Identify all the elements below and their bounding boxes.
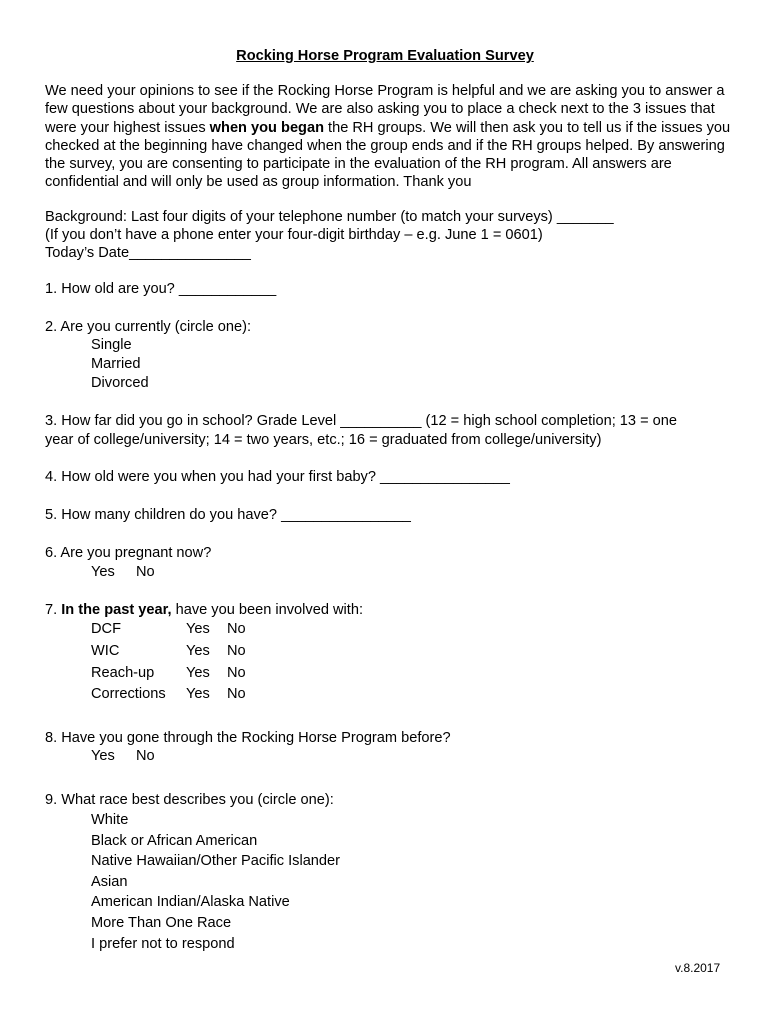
q7-row-yes: Yes <box>186 643 210 659</box>
background-phone-line: Background: Last four digits of your telephone number (to match your surveys) _______ <box>45 209 614 225</box>
q9-option: I prefer not to respond <box>91 936 235 952</box>
q6-no: No <box>136 564 155 580</box>
todays-date-line: Today’s Date_______________ <box>45 245 251 261</box>
q7-row-yes: Yes <box>186 665 210 681</box>
question-4: 4. How old were you when you had your first baby? ________________ <box>45 469 510 485</box>
question-3-line1: 3. How far did you go in school? Grade Level __________ (12 = high school completion; 13 = one <box>45 413 678 429</box>
q7-suffix: have you been involved with: <box>171 602 364 618</box>
q9-option: Black or African American <box>91 833 258 849</box>
q7-row-yes: Yes <box>186 621 210 637</box>
question-3-line2: year of college/university; 14 = two years, etc.; 16 = graduated from college/university) <box>45 432 602 448</box>
question-9: 9. What race best describes you (circle one): <box>45 792 334 808</box>
q7-row-no: No <box>227 686 246 702</box>
q8-yes: Yes <box>91 748 115 764</box>
q7-row-no: No <box>227 665 246 681</box>
q9-option: More Than One Race <box>91 915 232 931</box>
version-label: v.8.2017 <box>675 961 721 975</box>
q9-option: American Indian/Alaska Native <box>91 894 290 910</box>
q2-option-single: Single <box>91 337 132 353</box>
q9-option: White <box>91 812 129 828</box>
question-2: 2. Are you currently (circle one): <box>45 319 252 335</box>
question-1: 1. How old are you? ____________ <box>45 281 277 297</box>
q7-row-yes: Yes <box>186 686 210 702</box>
q7-prefix: 7. <box>45 602 62 618</box>
intro-text-end: the RH groups. We will then ask you to tell us if the issues you checked at the beginning have changed when the group ends and if the RH groups helped. By answering the survey, you are consenting to participate in the evaluation of the RH program. All answers are confidential and will only be used as group information. Thank you <box>45 119 731 191</box>
q2-option-divorced: Divorced <box>91 375 149 391</box>
q7-row-label: Corrections <box>91 686 166 702</box>
q7-row-no: No <box>227 621 246 637</box>
q9-option: Asian <box>91 874 128 890</box>
q7-row-label: DCF <box>91 621 121 637</box>
q7-row-no: No <box>227 643 246 659</box>
q6-yes: Yes <box>91 564 115 580</box>
q8-no: No <box>136 748 155 764</box>
q2-option-married: Married <box>91 356 141 372</box>
question-6: 6. Are you pregnant now? <box>45 545 212 561</box>
q7-bold-text: In the past year, <box>61 602 172 618</box>
question-8: 8. Have you gone through the Rocking Horse Program before? <box>45 730 451 746</box>
question-5: 5. How many children do you have? ________________ <box>45 507 411 523</box>
q9-option: Native Hawaiian/Other Pacific Islander <box>91 853 341 869</box>
question-7 <box>45 602 363 618</box>
intro-bold-text: when you began <box>209 119 324 136</box>
intro-text-start: We need your opinions to see if the Rocking Horse Program is helpful and we are asking you to answer a few questions about your background. We are also asking you to place a check next to the 3 issues that were your highest issues <box>45 83 725 136</box>
page-title: Rocking Horse Program Evaluation Survey <box>236 48 534 64</box>
background-birthday-line: (If you don’t have a phone enter your four-digit birthday – e.g. June 1 = 0601) <box>45 227 543 243</box>
intro-paragraph <box>45 82 735 192</box>
q7-row-label: Reach-up <box>91 665 155 681</box>
q7-row-label: WIC <box>91 643 120 659</box>
